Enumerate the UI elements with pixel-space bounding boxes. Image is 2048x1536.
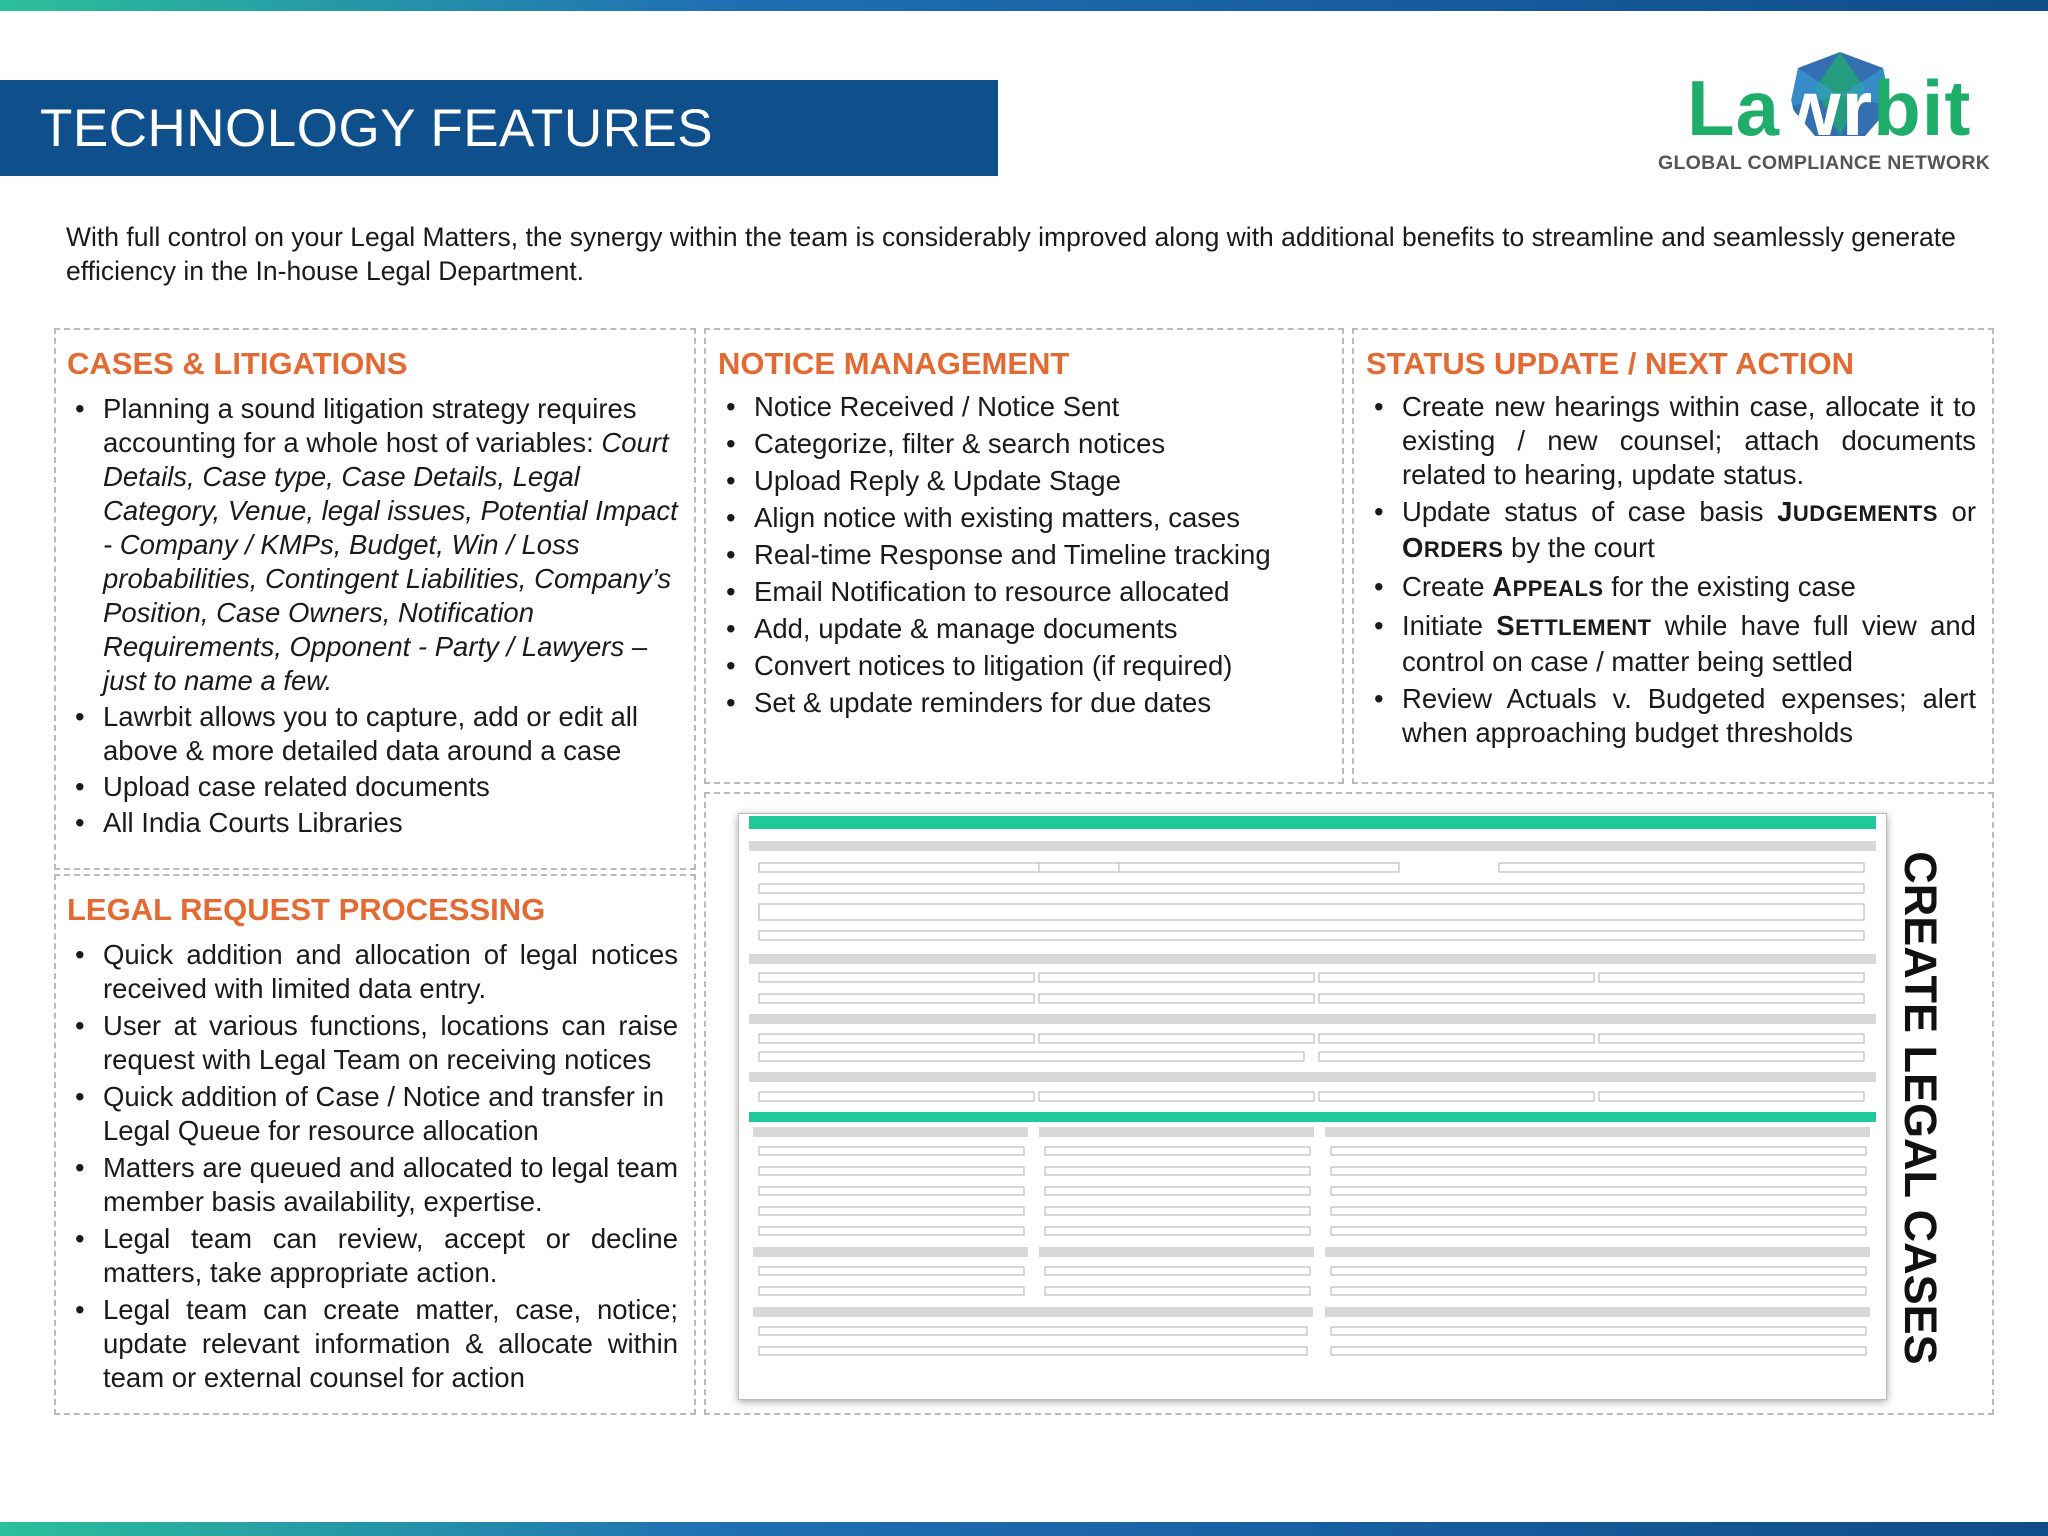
list-item — [67, 392, 682, 698]
logo-tagline: GLOBAL COMPLIANCE NETWORK — [1658, 152, 1991, 174]
top-accent-bar — [0, 0, 2048, 11]
legal-request-box — [54, 874, 696, 1415]
list-item: • Email Notification to resource allocated — [718, 575, 1330, 609]
judgements-initial: J — [1777, 496, 1793, 527]
list-item: • Quick addition and allocation of legal notices received with limited data entry. — [67, 938, 678, 1006]
list-item: • Real-time Response and Timeline tracking — [718, 538, 1330, 572]
judgements-rest: UDGEMENTS — [1792, 501, 1938, 526]
judgements-keyword — [1777, 496, 1938, 527]
list-item: • Legal team can create matter, case, notice; update relevant information & allocate within team or external counsel for action — [67, 1293, 678, 1395]
status-item4-text-b: while have full view and control on case / matter being settled — [1402, 610, 1976, 677]
settlement-rest: ETTLEMENT — [1515, 615, 1652, 640]
status-item3-text-a: Create — [1402, 571, 1493, 602]
list-item: • Review Actuals v. Budgeted expenses; alert when approaching budget thresholds — [1366, 682, 1976, 750]
page-title: TECHNOLOGY FEATURES — [40, 98, 714, 158]
cases-item1-lead: Planning a sound litigation strategy requires accounting for a whole host of variables: — [103, 393, 637, 458]
case-form-mockup — [739, 814, 1886, 1399]
list-item: • Notice Received / Notice Sent — [718, 390, 1330, 424]
cases-item1-variables: Court Details, Case type, Case Details, Legal Category, Venue, legal issues, Potential Impact - Company / KMPs, Budget, Win / Loss probabilities, Contingent Liabilities, Company’s Position, Case Owners, Notification Requirements, Opponent - Party / Lawyers – just to name a few. — [103, 427, 678, 696]
title-banner — [0, 80, 998, 176]
list-item: • Upload case related documents — [67, 770, 682, 804]
list-item: • Legal team can review, accept or decline matters, take appropriate action. — [67, 1222, 678, 1290]
cases-litigations-box — [54, 328, 696, 870]
list-item: • Upload Reply & Update Stage — [718, 464, 1330, 498]
list-item — [1366, 570, 1976, 606]
appeals-initial: A — [1492, 571, 1513, 602]
list-item: • Create new hearings within case, allocate it to existing / new counsel; attach documents related to hearing, update status. — [1366, 390, 1976, 492]
status-list — [1366, 390, 1976, 750]
logo-text-wr: wr — [1780, 64, 1874, 152]
list-item: • Set & update reminders for due dates — [718, 686, 1330, 720]
status-item2-text-b: or — [1937, 496, 1977, 527]
list-item: • Matters are queued and allocated to legal team member basis availability, expertise. — [67, 1151, 678, 1219]
list-item: • Lawrbit allows you to capture, add or edit all above & more detailed data around a case — [67, 700, 682, 768]
cases-list — [67, 392, 682, 840]
status-item3-text-b: for the existing case — [1603, 571, 1856, 602]
list-item: • Categorize, filter & search notices — [718, 427, 1330, 461]
status-update-box — [1352, 328, 1994, 784]
status-item4-text-a: Initiate — [1402, 610, 1497, 641]
settlement-initial: S — [1496, 610, 1516, 641]
legal-request-heading: LEGAL REQUEST PROCESSING — [67, 892, 546, 927]
orders-initial: O — [1402, 532, 1424, 563]
intro-paragraph: With full control on your Legal Matters, the synergy within the team is considerably improved along with additional benefits to streamline and seamlessly generate efficiency in the In-house Legal Department. — [66, 222, 1956, 286]
status-item2-text-c: by the court — [1503, 532, 1655, 563]
cases-heading: CASES & LITIGATIONS — [67, 346, 408, 381]
list-item — [1366, 495, 1976, 567]
status-item2-text-a: Update status of case basis — [1402, 496, 1778, 527]
list-item: • Convert notices to litigation (if required) — [718, 649, 1330, 683]
appeals-keyword — [1492, 571, 1604, 602]
settlement-keyword — [1496, 610, 1652, 641]
case-form-screenshot — [738, 813, 1887, 1400]
notice-heading: NOTICE MANAGEMENT — [718, 346, 1070, 381]
list-item: • Add, update & manage documents — [718, 612, 1330, 646]
logo-wordmark — [1687, 64, 1972, 152]
list-item: • All India Courts Libraries — [67, 806, 682, 840]
orders-rest: RDERS — [1423, 537, 1504, 562]
status-heading: STATUS UPDATE / NEXT ACTION — [1366, 346, 1854, 381]
logo-text-la: La — [1687, 64, 1781, 152]
legal-request-list — [67, 938, 678, 1395]
logo-text-bit: bit — [1873, 64, 1972, 152]
bottom-accent-bar — [0, 1522, 2048, 1536]
list-item — [1366, 609, 1976, 679]
vertical-title-text: CREATE LEGAL CASES — [1895, 851, 1946, 1365]
list-item: • Quick addition of Case / Notice and transfer in Legal Queue for resource allocation — [67, 1080, 678, 1148]
notice-list — [718, 390, 1330, 720]
lawrbit-logo — [1655, 48, 2025, 178]
appeals-rest: PPEALS — [1512, 576, 1604, 601]
orders-keyword — [1402, 532, 1504, 563]
notice-management-box — [704, 328, 1344, 784]
create-legal-cases-title — [1892, 851, 1948, 1365]
list-item: • Align notice with existing matters, cases — [718, 501, 1330, 535]
list-item: • User at various functions, locations can raise request with Legal Team on receiving notices — [67, 1009, 678, 1077]
